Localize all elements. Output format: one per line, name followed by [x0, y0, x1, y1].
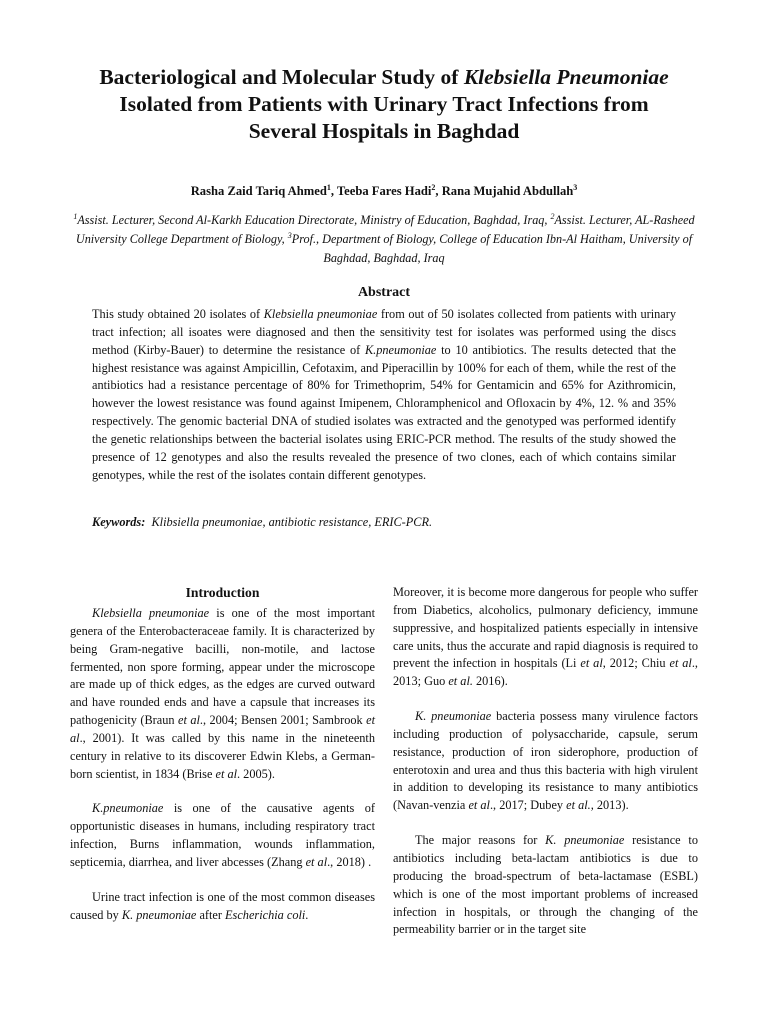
author-sep: , — [435, 184, 442, 198]
title-part3: Several Hospitals in Baghdad — [248, 119, 520, 143]
author-1: Rasha Zaid Tariq Ahmed — [190, 184, 327, 198]
intro-paragraph-6 — [393, 832, 698, 939]
affil-2: Assist. Lecturer, AL-Rasheed University College Department of Biology, — [75, 213, 695, 246]
organism-name: K. pneumoniae — [415, 709, 492, 724]
paragraph-text: bacteria possess many virulence factors including production of polysaccharide, capsule, serum resistance, production of iron siderophore, production of enterotoxin and urea and thus this bacteria with high virulent in addition to developing its resistance to many antibiotics (Navan-venzia — [393, 709, 698, 813]
right-column — [393, 584, 698, 956]
paragraph-text: ., 2004; Bensen 2001; Sambrook — [199, 713, 367, 728]
keywords — [92, 514, 676, 531]
author-2-sup: 2 — [431, 182, 436, 192]
citation-etal: et al — [215, 766, 238, 781]
introduction-heading: Introduction — [185, 585, 260, 600]
paragraph-text: is one of the causative agents of opportunistic diseases in humans, including respiratory tract infection, Burns inflammation, wounds inflammation, septicemia, diarrhea, and liver abcesses (Zhang — [70, 801, 375, 869]
keywords-text: Klibsiella pneumoniae, antibiotic resistance, ERIC-PCR. — [151, 515, 433, 529]
affiliations — [60, 211, 708, 267]
citation-etal: et al — [305, 854, 328, 869]
citation-etal: et al. — [448, 674, 473, 689]
abstract-organism: K.pneumoniae — [364, 342, 437, 357]
paragraph-text: is one of the most important genera of the Enterobacteraceae family. It is characterized by being Gram-negative bacilli, non-motile, and lactose fermented, non spore forming, appear under the microscope are made up of thick edges, as the edges are curved outward and have rounded ends and have a capsule that increases its pathogenicity (Braun — [70, 606, 375, 728]
author-2: Teeba Fares Hadi — [336, 184, 432, 198]
organism-name: K.pneumoniae — [92, 801, 164, 816]
organism-name: Escherichia coli — [225, 907, 306, 922]
paragraph-text: ., 2017; Dubey — [489, 798, 567, 813]
intro-paragraph-5 — [393, 708, 698, 815]
paragraph-text: Moreover, it is become more dangerous for people who suffer from Diabetics, alcoholics, pulmonary deficiency, immune suppressive, and hospitalized patients especially in intensive care units, thus the accurate and rapid diagnosis is required to prevent the infection in hospitals (Li — [393, 585, 698, 671]
paragraph-text: . 2005). — [237, 766, 275, 781]
citation-etal: et al — [70, 713, 375, 745]
citation-etal: et al., — [566, 798, 594, 813]
author-sep: , — [330, 184, 337, 198]
affil-2-sup: 2 — [550, 211, 555, 221]
intro-paragraph-4 — [393, 584, 698, 691]
citation-etal: et al — [669, 656, 692, 671]
affil-1-sup: 1 — [73, 211, 78, 221]
paragraph-text: 2016). — [472, 674, 508, 689]
author-list — [60, 183, 708, 199]
author-3: Rana Mujahid Abdullah — [441, 184, 574, 198]
title-part1: Bacteriological and Molecular Study of — [99, 65, 464, 89]
citation-etal: et al — [580, 656, 603, 671]
paragraph-text: after — [196, 907, 226, 922]
affil-3: Prof., Department of Biology, College of Education Ibn-Al Haitham, University of Baghdad, Baghdad, Iraq — [291, 231, 693, 265]
intro-paragraph-1 — [70, 605, 375, 783]
abstract-body — [92, 306, 676, 484]
paragraph-text: ., 2013; Guo — [393, 656, 699, 689]
paragraph-text: . — [305, 907, 309, 922]
paper-title — [60, 64, 708, 145]
title-part2: Isolated from Patients with Urinary Tract Infections from — [119, 92, 649, 116]
abstract-text: This study obtained 20 isolates of — [92, 307, 264, 321]
affil-3-sup: 3 — [287, 230, 292, 240]
citation-etal: et al — [178, 713, 200, 728]
author-1-sup: 1 — [326, 182, 331, 192]
organism-name: Klebsiella pneumoniae — [92, 606, 210, 620]
intro-paragraph-2 — [70, 800, 375, 871]
left-column — [70, 584, 375, 942]
paragraph-text: ., 2018) . — [327, 854, 372, 869]
paragraph-text: resistance to antibiotics including beta-lactam antibiotics is due to producing the broad-spectrum of beta-lactamase (ESBL) which is one of the most important problems of increased infection in hospitals, or through the changing of the permeability barrier or in the target site — [393, 833, 698, 937]
author-3-sup: 3 — [573, 182, 578, 192]
paragraph-text: ., 2001). It was called by this name in the nineteenth century in relative to its discoverer Edwin Klebs, a German-born scientist, in 1834 (Brise — [70, 730, 375, 781]
intro-paragraph-3 — [70, 889, 375, 925]
abstract-text: to 10 antibiotics. The results detected that the highest resistance was against Ampicillin, Cefotaxim, and Piperacillin by 100% for each of them, while the rest of the antibiotics had a resistance percentage of 80% for Trimethoprim, 54% for Gentamicin and 65% for Azithromicin, however the lowest resistance was found against Imipenem, Chloramphenicol and Ofloxacin by 4%, 12. % and 35% respectively. The genomic bacterial DNA of studied isolates was extracted and the genotyped was performed identify the genetic relationships between the bacterial isolates using ERIC-PCR method. The results of the study showed the presence of 12 genotypes and also the results revealed the presence of two clones, each of which contains similar genotypes, while the rest of the isolates contain different genotypes. — [92, 342, 677, 482]
keywords-label: Keywords: — [92, 515, 146, 529]
abstract-text: from out of 50 isolates collected from patients with urinary tract infection; all isoates were diagnosed and then the sensitivity test for isolates was performed using the discs method (Kirby-Bauer) to determine the resistance of — [92, 307, 676, 357]
abstract-heading: Abstract — [357, 285, 411, 300]
affil-1: Assist. Lecturer, Second Al-Karkh Education Directorate, Ministry of Education, Baghdad, Iraq, — [77, 213, 551, 227]
paragraph-text: , 2012; Chiu — [602, 656, 670, 671]
organism-name: K. pneumoniae — [545, 833, 625, 848]
abstract-organism: Klebsiella pneumoniae — [263, 307, 378, 321]
citation-etal: et al — [468, 798, 490, 813]
paragraph-text: The major reasons for — [415, 833, 546, 848]
paragraph-text: 2013). — [593, 798, 629, 813]
paragraph-text: Urine tract infection is one of the most common diseases caused by — [70, 889, 375, 922]
organism-name: K. pneumoniae — [121, 907, 197, 922]
title-organism: Klebsiella Pneumoniae — [463, 65, 669, 89]
